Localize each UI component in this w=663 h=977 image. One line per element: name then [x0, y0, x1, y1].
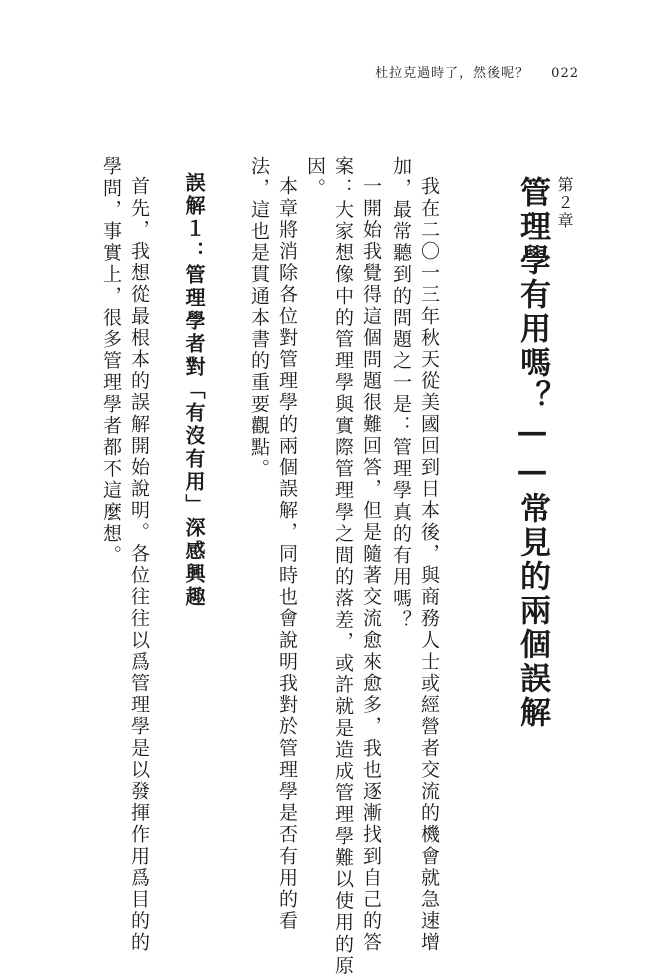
page-number: 022: [551, 66, 579, 81]
paragraph-line: 因。: [304, 156, 326, 200]
section-heading: 誤解１：管理學者對「有沒有用」深感興趣: [182, 172, 206, 609]
paragraph-line: 案：大家想像中的管理學與實際管理學之間的落差，或許就是造成管理學難以使用的原: [332, 156, 354, 977]
paragraph-line: 加，最常聽到的問題之一是：管理學真的有用嗎？: [390, 156, 412, 632]
paragraph-line: 本章將消除各位對管理學的兩個誤解，同時也會說明我對於管理學是否有用的看: [276, 176, 298, 932]
paragraph-line: 首先，我想從最根本的誤解開始說明。各位往往以爲管理學是以發揮作用爲目的的: [128, 176, 150, 954]
chapter-label: 第２章: [555, 176, 574, 230]
paragraph-line: 法，這也是貫通本書的重要觀點。: [248, 156, 270, 480]
chapter-title: 管理學有用嗎？——常見的兩個誤解: [514, 176, 550, 730]
paragraph-line: 學問，事實上，很多管理學者都不這麼想。: [100, 156, 122, 567]
running-head-title: 杜拉克過時了，然後呢？: [375, 66, 530, 81]
paragraph-line: 我在二〇一三年秋天從美國回到日本後，與商務人士或經營者交流的機會就急速增: [418, 176, 440, 954]
paragraph-line: 一開始我覺得這個問題很難回答，但是隨著交流愈來愈多，我也逐漸找到自己的答: [360, 176, 382, 954]
running-head: [375, 62, 579, 81]
